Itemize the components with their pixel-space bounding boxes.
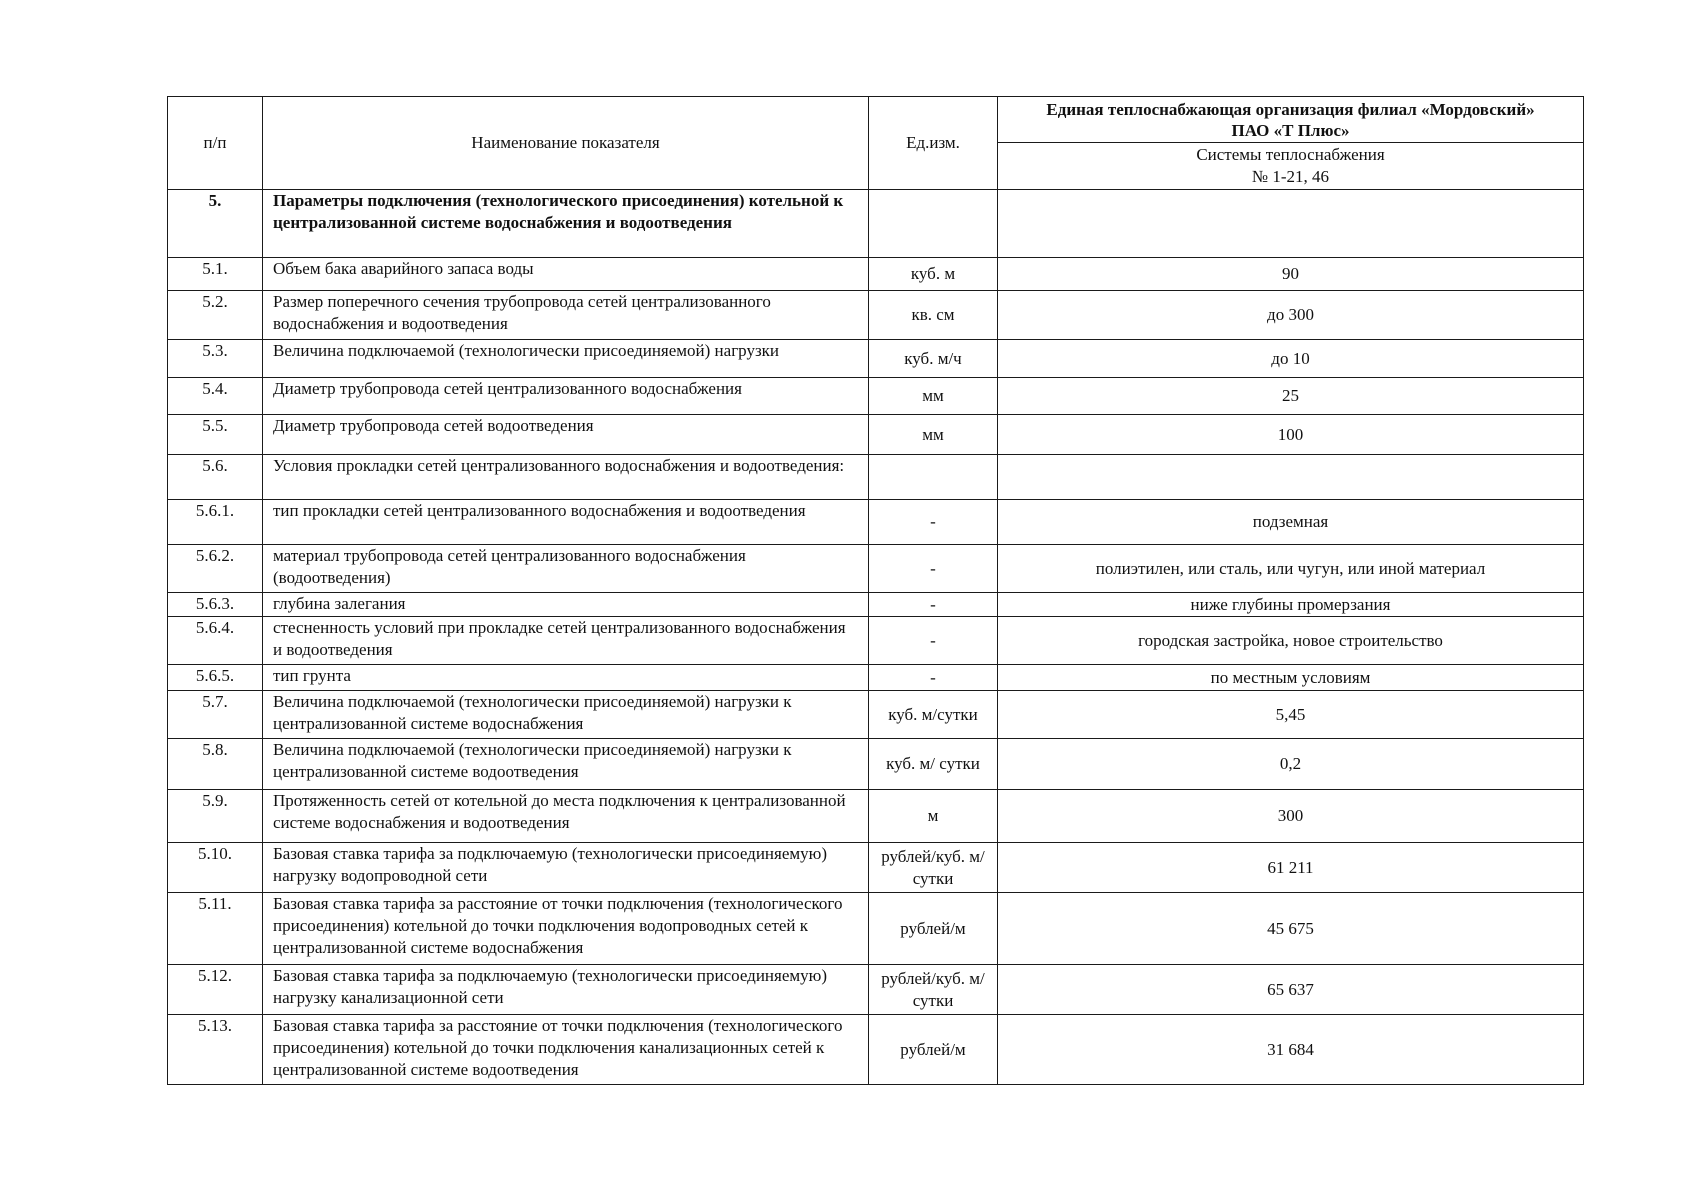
row-name: тип грунта (263, 665, 869, 691)
row-number: 5.6.5. (168, 665, 263, 691)
row-number: 5. (168, 190, 263, 258)
row-unit: - (869, 545, 998, 593)
table-row (168, 665, 1584, 691)
row-unit: - (869, 593, 998, 617)
row-name: Размер поперечного сечения трубопровода сетей централизованного водоснабжения и водоотведения (263, 291, 869, 340)
table-row (168, 739, 1584, 790)
row-unit: куб. м/ сутки (869, 739, 998, 790)
row-name: Величина подключаемой (технологически присоединяемой) нагрузки (263, 340, 869, 378)
table-row (168, 843, 1584, 893)
table-row (168, 691, 1584, 739)
row-value (998, 455, 1584, 500)
row-value: ниже глубины промерзания (998, 593, 1584, 617)
table-row (168, 893, 1584, 965)
row-number: 5.10. (168, 843, 263, 893)
header-organization (998, 97, 1584, 143)
row-name: Базовая ставка тарифа за расстояние от точки подключения (технологического присоединения) котельной до точки подключения водопроводных сетей к централизованной системе водоснабжения (263, 893, 869, 965)
row-value: 65 637 (998, 965, 1584, 1015)
row-number: 5.3. (168, 340, 263, 378)
row-number: 5.2. (168, 291, 263, 340)
org-line1: Единая теплоснабжающая организация филиал «Мордовский» (1046, 99, 1535, 119)
row-unit: куб. м/сутки (869, 691, 998, 739)
row-name: Диаметр трубопровода сетей водоотведения (263, 415, 869, 455)
table-row (168, 340, 1584, 378)
row-value: 300 (998, 790, 1584, 843)
row-name: Параметры подключения (технологического присоединения) котельной к централизованной системе водоснабжения и водоотведения (263, 190, 869, 258)
row-number: 5.11. (168, 893, 263, 965)
row-value: 45 675 (998, 893, 1584, 965)
row-value: полиэтилен, или сталь, или чугун, или иной материал (998, 545, 1584, 593)
indicators-table (167, 96, 1584, 1085)
row-unit (869, 190, 998, 258)
row-number: 5.1. (168, 258, 263, 291)
row-number: 5.6.3. (168, 593, 263, 617)
row-name: Базовая ставка тарифа за подключаемую (технологически присоединяемую) нагрузку канализационной сети (263, 965, 869, 1015)
row-unit: мм (869, 415, 998, 455)
row-value: по местным условиям (998, 665, 1584, 691)
row-number: 5.6.4. (168, 617, 263, 665)
row-unit: мм (869, 378, 998, 415)
row-name: Величина подключаемой (технологически присоединяемой) нагрузки к централизованной системе водоснабжения (263, 691, 869, 739)
row-value (998, 190, 1584, 258)
table-row (168, 790, 1584, 843)
row-value: до 10 (998, 340, 1584, 378)
row-number: 5.4. (168, 378, 263, 415)
row-value: 31 684 (998, 1015, 1584, 1085)
header-systems (998, 143, 1584, 190)
row-unit: рублей/куб. м/сутки (869, 965, 998, 1015)
row-value: 90 (998, 258, 1584, 291)
row-unit: куб. м (869, 258, 998, 291)
row-name: Базовая ставка тарифа за расстояние от точки подключения (технологического присоединения) котельной до точки подключения канализационных сетей к централизованной системе водоотведения (263, 1015, 869, 1085)
row-value: 25 (998, 378, 1584, 415)
row-number: 5.6.1. (168, 500, 263, 545)
row-name: Объем бака аварийного запаса воды (263, 258, 869, 291)
table-row (168, 593, 1584, 617)
row-value: до 300 (998, 291, 1584, 340)
table-row (168, 965, 1584, 1015)
row-unit: м (869, 790, 998, 843)
row-value: 100 (998, 415, 1584, 455)
row-number: 5.7. (168, 691, 263, 739)
table-row (168, 500, 1584, 545)
row-name: Диаметр трубопровода сетей централизованного водоснабжения (263, 378, 869, 415)
row-number: 5.8. (168, 739, 263, 790)
org-line2: ПАО «Т Плюс» (1231, 120, 1350, 140)
row-name: материал трубопровода сетей централизованного водоснабжения (водоотведения) (263, 545, 869, 593)
row-unit (869, 455, 998, 500)
table-row (168, 258, 1584, 291)
row-name: глубина залегания (263, 593, 869, 617)
row-unit: рублей/м (869, 893, 998, 965)
row-name: стесненность условий при прокладке сетей централизованного водоснабжения и водоотведения (263, 617, 869, 665)
table-row (168, 415, 1584, 455)
row-name: Величина подключаемой (технологически присоединяемой) нагрузки к централизованной системе водоотведения (263, 739, 869, 790)
row-name: Базовая ставка тарифа за подключаемую (технологически присоединяемую) нагрузку водопроводной сети (263, 843, 869, 893)
table-row (168, 1015, 1584, 1085)
header-num: п/п (168, 97, 263, 190)
table-row (168, 190, 1584, 258)
row-unit: рублей/м (869, 1015, 998, 1085)
row-unit: - (869, 665, 998, 691)
table-row (168, 455, 1584, 500)
row-name: Протяженность сетей от котельной до места подключения к централизованной системе водоснабжения и водоотведения (263, 790, 869, 843)
row-number: 5.13. (168, 1015, 263, 1085)
table-row (168, 378, 1584, 415)
row-number: 5.9. (168, 790, 263, 843)
row-number: 5.12. (168, 965, 263, 1015)
row-value: 5,45 (998, 691, 1584, 739)
row-name: тип прокладки сетей централизованного водоснабжения и водоотведения (263, 500, 869, 545)
systems-line2: № 1-21, 46 (1251, 167, 1330, 186)
header-unit: Ед.изм. (869, 97, 998, 190)
row-number: 5.6. (168, 455, 263, 500)
row-unit: - (869, 617, 998, 665)
table-row (168, 545, 1584, 593)
systems-line1: Системы теплоснабжения (1196, 145, 1385, 164)
row-value: 0,2 (998, 739, 1584, 790)
row-unit: - (869, 500, 998, 545)
row-value: 61 211 (998, 843, 1584, 893)
row-name: Условия прокладки сетей централизованного водоснабжения и водоотведения: (263, 455, 869, 500)
row-value: городская застройка, новое строительство (998, 617, 1584, 665)
table-row (168, 617, 1584, 665)
header-name: Наименование показателя (263, 97, 869, 190)
row-unit: кв. см (869, 291, 998, 340)
table-body (168, 190, 1584, 1085)
row-unit: рублей/куб. м/сутки (869, 843, 998, 893)
row-value: подземная (998, 500, 1584, 545)
row-number: 5.5. (168, 415, 263, 455)
row-unit: куб. м/ч (869, 340, 998, 378)
table-row (168, 291, 1584, 340)
row-number: 5.6.2. (168, 545, 263, 593)
